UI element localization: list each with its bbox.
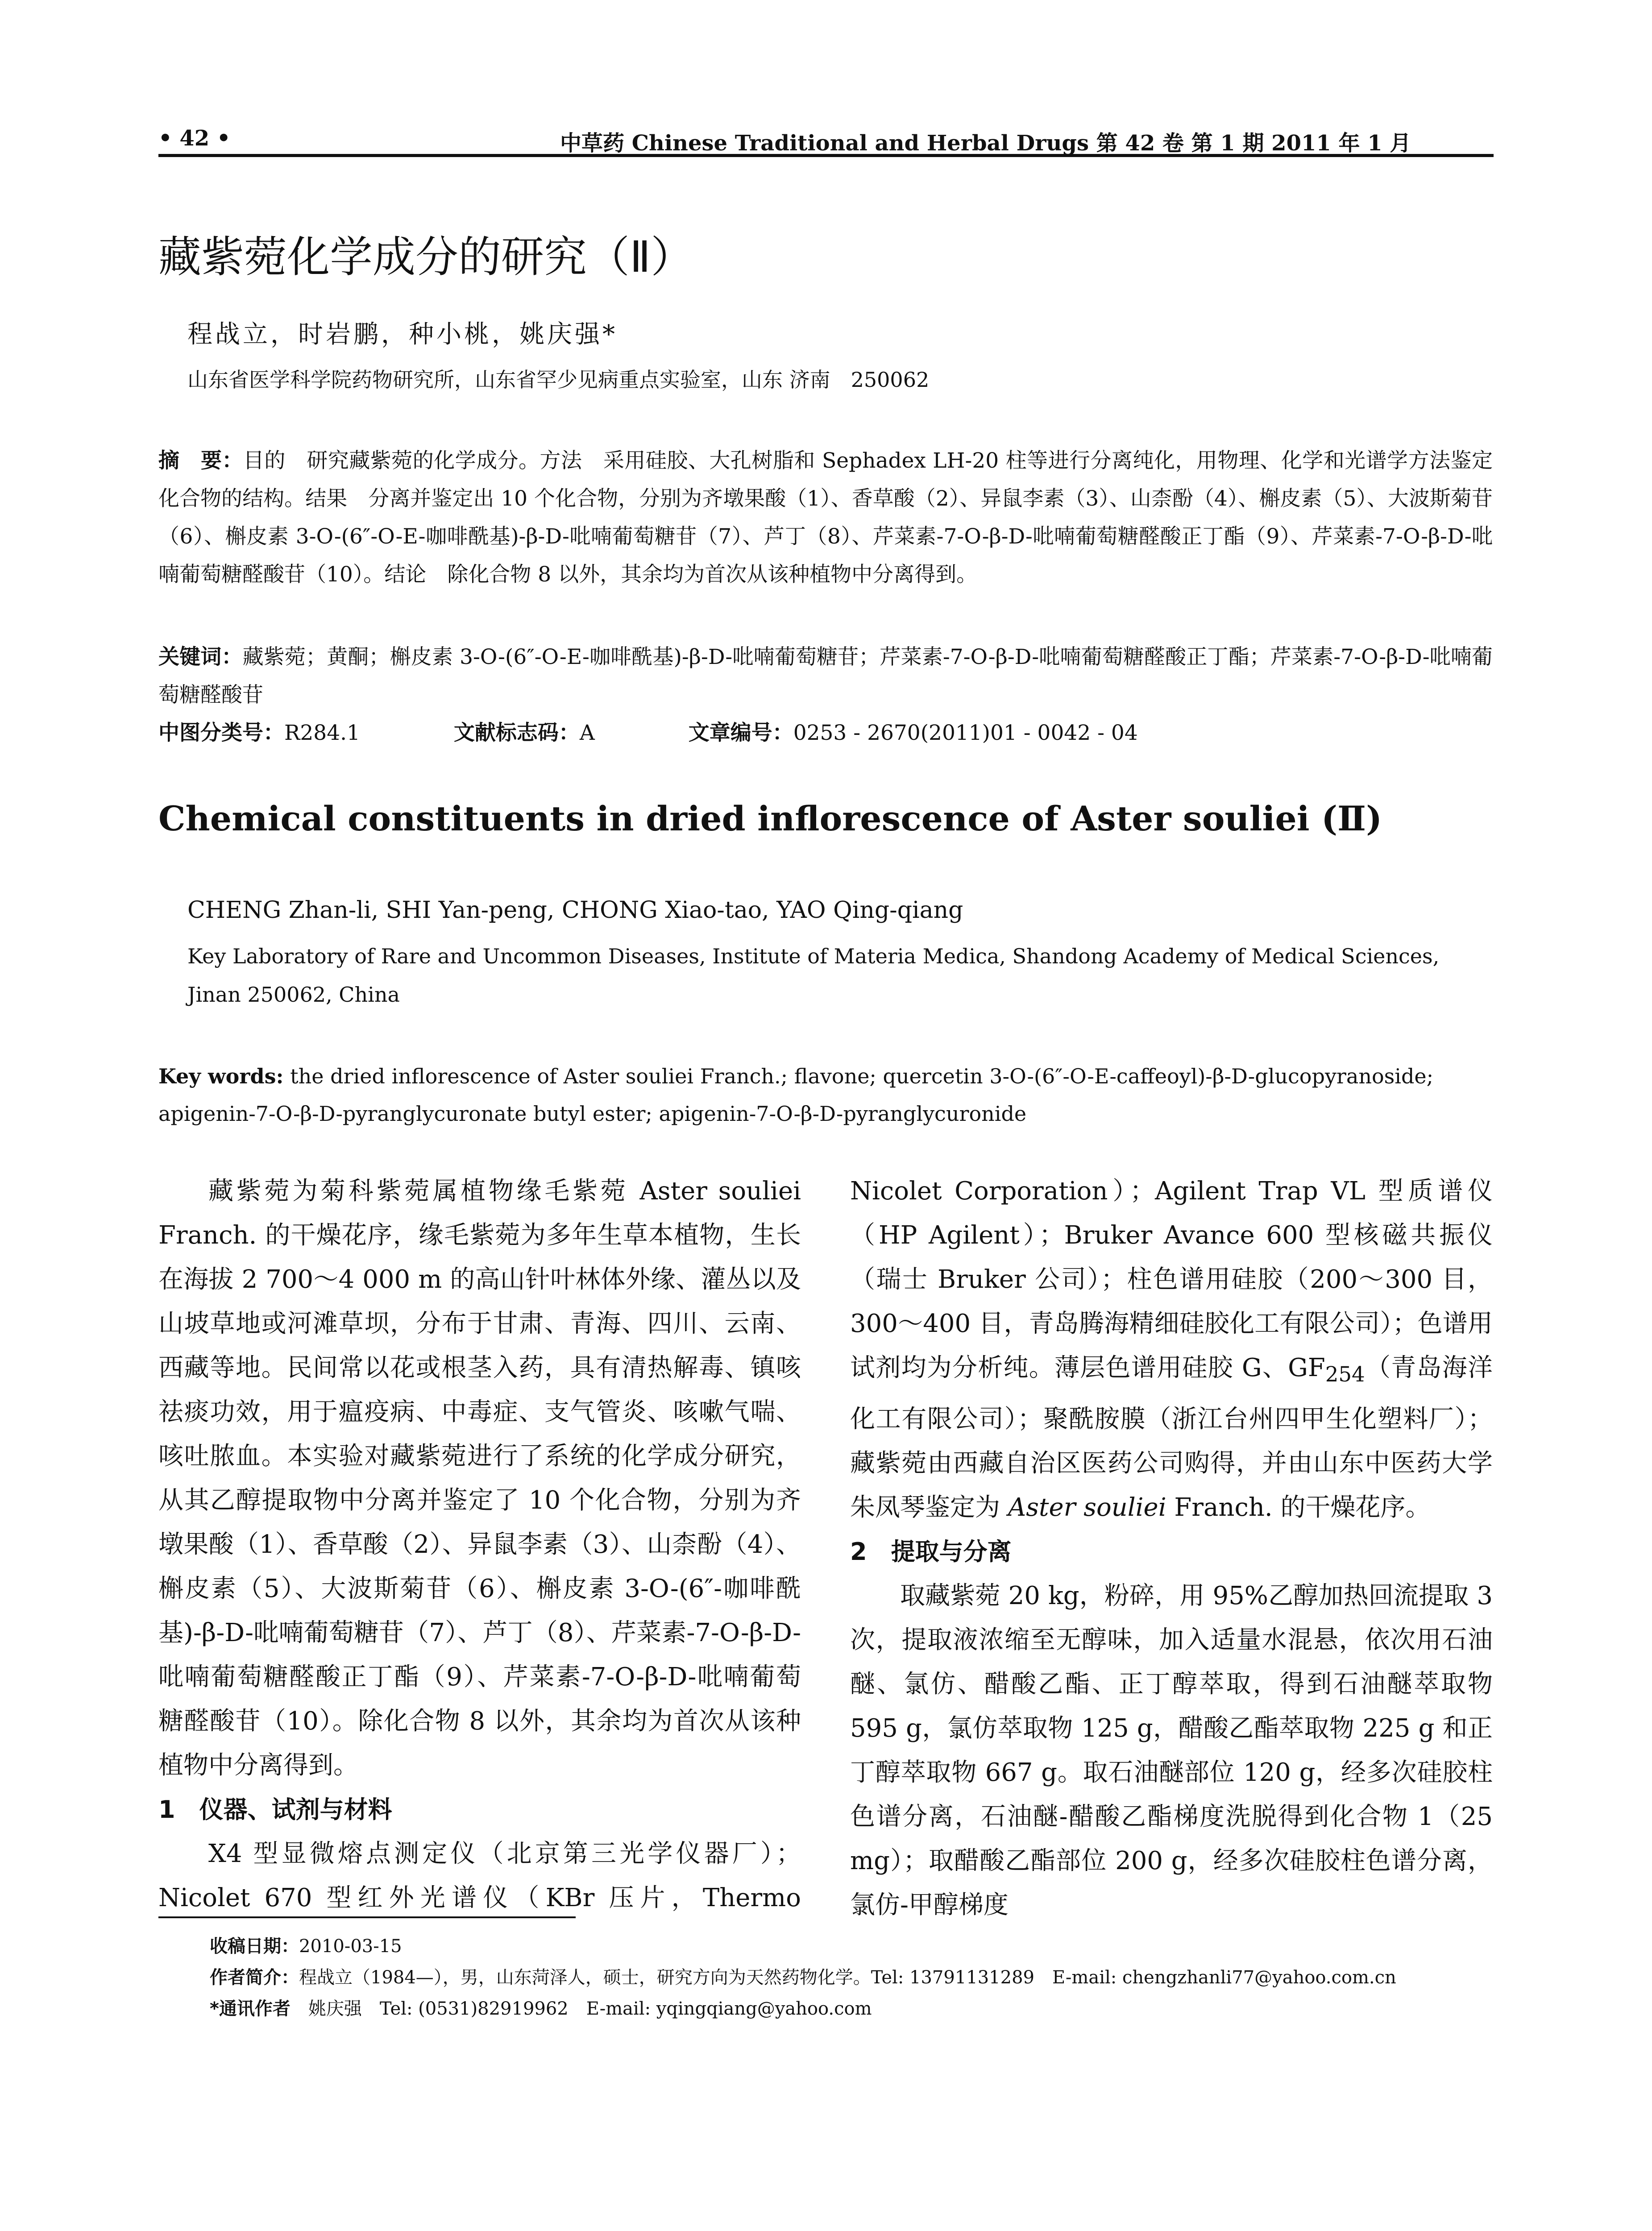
chinese-authors: 程战立，时岩鹏，种小桃，姚庆强* bbox=[187, 320, 618, 349]
body-right-column bbox=[850, 1169, 1493, 1927]
section-1-paragraph: X4 型显微熔点测定仪（北京第三光学仪器厂）；Nicolet 670 型红外光谱仪（KBr 压片，Thermo bbox=[158, 1839, 801, 1912]
english-keywords bbox=[158, 1057, 1493, 1132]
article-id-label: 文章编号： bbox=[688, 721, 793, 745]
abstract-label: 摘 要： bbox=[158, 448, 243, 473]
doc-code-value: A bbox=[579, 721, 595, 745]
corresponding-info: 姚庆强 Tel: (0531)82919962 E-mail: yqingqiang@yahoo.com bbox=[308, 1999, 872, 2019]
footnote-corresponding bbox=[210, 1995, 872, 2020]
running-header bbox=[158, 117, 1494, 157]
journal-info: 中草药 Chinese Traditional and Herbal Drugs 第 42 卷 第 1 期 2011 年 1 月 bbox=[560, 131, 1411, 156]
body-left-column bbox=[158, 1169, 801, 1921]
section-1-heading: 1 仪器、试剂与材料 bbox=[158, 1796, 392, 1824]
doc-code-label: 文献标志码： bbox=[453, 721, 580, 745]
author-label: 作者简介： bbox=[210, 1967, 299, 1988]
footnote-rule bbox=[158, 1916, 576, 1918]
footnote-author bbox=[210, 1963, 1396, 1989]
english-keywords-label: Key words: bbox=[158, 1064, 284, 1088]
clc-value: R284.1 bbox=[284, 721, 360, 745]
received-date: 2010-03-15 bbox=[299, 1936, 402, 1957]
clc-label: 中图分类号： bbox=[158, 721, 284, 745]
header-rule bbox=[158, 154, 1494, 157]
keywords-text: 藏紫菀；黄酮；槲皮素 3-O-(6″-O-E-咖啡酰基)-β-D-吡喃葡萄糖苷；芹菜素-7-O-β-D-吡喃葡萄糖醛酸正丁酯；芹菜素-7-O-β-D-吡喃葡萄糖醛酸苷 bbox=[158, 645, 1493, 707]
section-2-heading: 2 提取与分离 bbox=[850, 1538, 1012, 1566]
intro-paragraph: 藏紫菀为菊科紫菀属植物缘毛紫菀 Aster souliei Franch. 的干燥花序，缘毛紫菀为多年生草本植物，生长在海拔 2 700～4 000 m 的高山针叶林体外缘、灌丛以及山坡草地或河滩草坝，分布于甘肃、青海、四川、云南、西藏等地。民间常以花或根茎入药，具有清热解毒、镇咳祛痰功效，用于瘟疫病、中毒症、支气管炎、咳嗽气喘、咳吐脓血。本实验对藏紫菀进行了系统的化学成分研究，从其乙醇提取物中分离并鉴定了 10 个化合物，分别为齐墩果酸（1）、香草酸（2）、异鼠李素（3）、山柰酚（4）、槲皮素（5）、大波斯菊苷（6）、槲皮素 3-O-(6″-咖啡酰基)-β-D-吡喃葡萄糖苷（7）、芦丁（8）、芹菜素-7-O-β-D-吡喃葡萄糖醛酸正丁酯（9）、芹菜素-7-O-β-D-吡喃葡萄糖醛酸苷（10）。除化合物 8 以外，其余均为首次从该种植物中分离得到。 bbox=[158, 1177, 801, 1780]
english-affiliation: Key Laboratory of Rare and Uncommon Diseases, Institute of Materia Medica, Shandong Academy of Medical Sciences, Jinan 250062, China bbox=[187, 944, 1440, 1007]
received-label: 收稿日期： bbox=[210, 1936, 299, 1957]
article-id-value: 0253 - 2670(2011)01 - 0042 - 04 bbox=[793, 721, 1138, 745]
page-number: • 42 • bbox=[158, 126, 231, 151]
footnote-received bbox=[210, 1932, 402, 1957]
english-keywords-text: the dried inflorescence of Aster souliei Franch.; flavone; quercetin 3-O-(6″-O-E-caffeoyl)-β-D-glucopyranoside; apigenin-7-O-β-D-pyranglycuronate butyl ester; apigenin-7-O-β-D-pyranglycuronide bbox=[158, 1064, 1434, 1126]
chinese-abstract bbox=[158, 442, 1493, 593]
english-authors: CHENG Zhan-li, SHI Yan-peng, CHONG Xiao-tao, YAO Qing-qiang bbox=[187, 897, 963, 924]
keywords-label: 关键词： bbox=[158, 645, 243, 669]
chinese-keywords bbox=[158, 638, 1493, 714]
section-1-continued: Nicolet Corporation）；Agilent Trap VL 型质谱仪（HP Agilent）；Bruker Avance 600 型核磁共振仪（瑞士 Bruker 公司）；柱色谱用硅胶（200～300 目，300～400 目，青岛腾海精细硅胶化工有限公司）；色谱用试剂均为分析纯。薄层色谱用硅胶 G、$GF_{254}$（青岛海洋化工有限公司）；聚酰胺膜（浙江台州四甲生化塑料厂）；藏紫菀由西藏自治区医药公司购得，并由山东中医药大学朱凤琴鉴定为 Aster souliei Franch. 的干燥花序。 bbox=[850, 1177, 1493, 1522]
chinese-title: 藏紫菀化学成分的研究（Ⅱ） bbox=[158, 232, 694, 282]
classification-line bbox=[158, 714, 1493, 752]
section-2-paragraph: 取藏紫菀 20 kg，粉碎，用 95%乙醇加热回流提取 3 次，提取液浓缩至无醇味，加入适量水混悬，依次用石油醚、氯仿、醋酸乙酯、正丁醇萃取，得到石油醚萃取物 595 g，氯仿萃取物 125 g，醋酸乙酯萃取物 225 g 和正丁醇萃取物 667 g。取石油醚部位 120 g，经多次硅胶柱色谱分离，石油醚-醋酸乙酯梯度洗脱得到化合物 1（25 mg）；取醋酸乙酯部位 200 g，经多次硅胶柱色谱分离，氯仿-甲醇梯度 bbox=[850, 1581, 1493, 1920]
english-title: Chemical constituents in dried inflorescence of Aster souliei (Ⅱ) bbox=[158, 799, 1382, 838]
chinese-affiliation: 山东省医学科学院药物研究所，山东省罕少见病重点实验室，山东 济南 250062 bbox=[187, 368, 930, 392]
abstract-text: 目的 研究藏紫菀的化学成分。方法 采用硅胶、大孔树脂和 Sephadex LH-20 柱等进行分离纯化，用物理、化学和光谱学方法鉴定化合物的结构。结果 分离并鉴定出 10 个化合物，分别为齐墩果酸（1）、香草酸（2）、异鼠李素（3）、山柰酚（4）、槲皮素（5）、大波斯菊苷（6）、槲皮素 3-O-(6″-O-E-咖啡酰基)-β-D-吡喃葡萄糖苷（7）、芦丁（8）、芹菜素-7-O-β-D-吡喃葡萄糖醛酸正丁酯（9）、芹菜素-7-O-β-D-吡喃葡萄糖醛酸苷（10）。结论 除化合物 8 以外，其余均为首次从该种植物中分离得到。 bbox=[158, 448, 1493, 587]
author-bio: 程战立（1984—），男，山东菏泽人，硕士，研究方向为天然药物化学。Tel: 13791131289 E-mail: chengzhanli77@yahoo.com.cn bbox=[299, 1967, 1396, 1988]
corresponding-label: *通讯作者 bbox=[210, 1999, 291, 2019]
